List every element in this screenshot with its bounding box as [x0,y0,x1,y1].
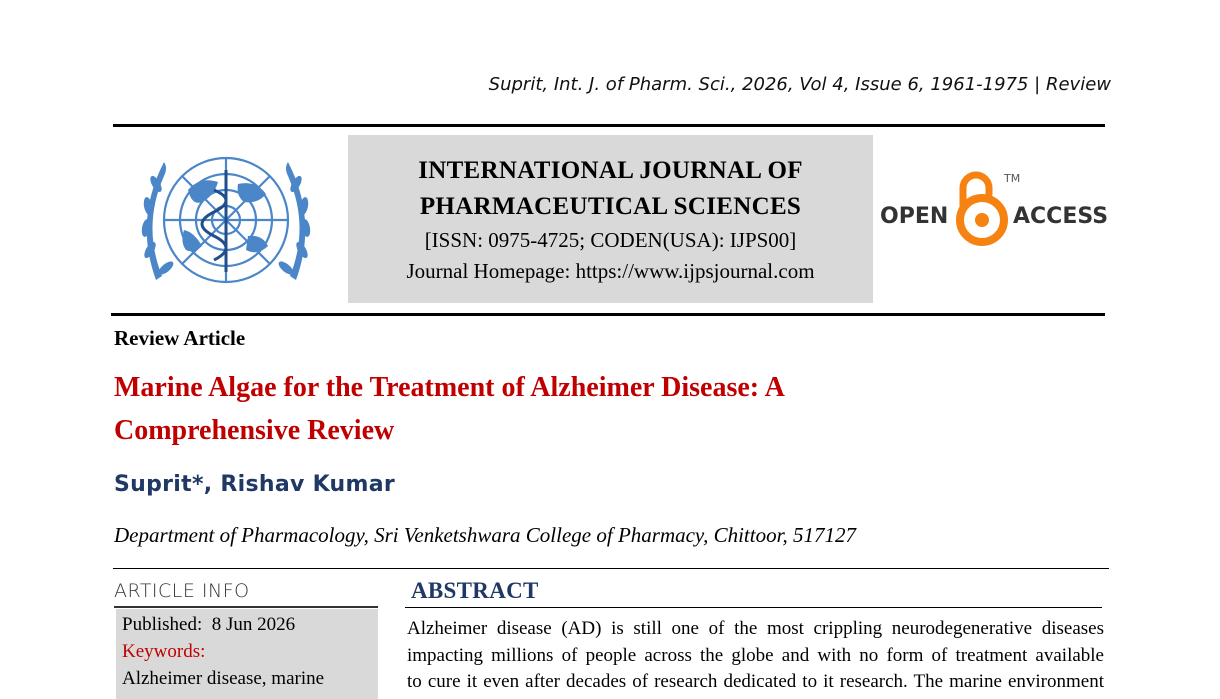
article-info-heading: ARTICLE INFO [114,580,250,602]
keywords-text: Alzheimer disease, marine [122,668,325,689]
journal-title-line1: INTERNATIONAL JOURNAL OF [418,157,803,184]
open-access-logo [880,164,1108,250]
abstract-text [407,616,1104,696]
article-title-line1: Marine Algae for the Treatment of Alzheimer Disease: A [114,372,785,403]
author-affiliation: Department of Pharmacology, Sri Venketshwara College of Pharmacy, Chittoor, 517127 [114,523,856,547]
article-title-line2: Comprehensive Review [114,415,395,446]
un-emblem-logo [128,140,324,306]
header-rule-bottom [111,313,1105,316]
open-lock-icon [960,175,1004,242]
section-divider [113,568,1109,569]
published-date: 8 Jun 2026 [211,614,296,635]
published-row [122,611,378,638]
journal-banner [348,135,873,303]
open-access-word-left: OPEN [880,204,949,229]
article-info-box [116,609,378,699]
article-type: Review Article [114,326,246,350]
abstract-line: impacting millions of people across the globe and with no form of treatment available [407,644,1104,666]
journal-issn: [ISSN: 0975-4725; CODEN(USA): IJPS00] [424,228,797,252]
abstract-rule [405,607,1102,608]
abstract-line: to cure it even after decades of research dedicated to it research. The marine environment [407,671,1104,692]
keywords-label: Keywords: [122,641,206,662]
abstract-line: Alzheimer disease (AD) is still one of the most crippling neurodegenerative diseases [407,618,1104,639]
article-authors: Suprit*, Rishav Kumar [114,472,396,497]
journal-title-line2: PHARMACEUTICAL SCIENCES [419,193,802,220]
published-label: Published: [122,614,203,635]
journal-citation: Suprit, Int. J. of Pharm. Sci., 2026, Vol 4, Issue 6, 1961-1975 | Review [488,74,1111,95]
trademark-mark: TM [1004,172,1021,185]
article-title [114,366,914,452]
journal-homepage[interactable]: Journal Homepage: https://www.ijpsjournal.com [406,259,815,283]
article-info-rule [114,606,378,608]
abstract-heading: ABSTRACT [411,578,539,603]
header-rule-top [113,124,1105,127]
open-access-word-right: ACCESS [1013,204,1108,229]
